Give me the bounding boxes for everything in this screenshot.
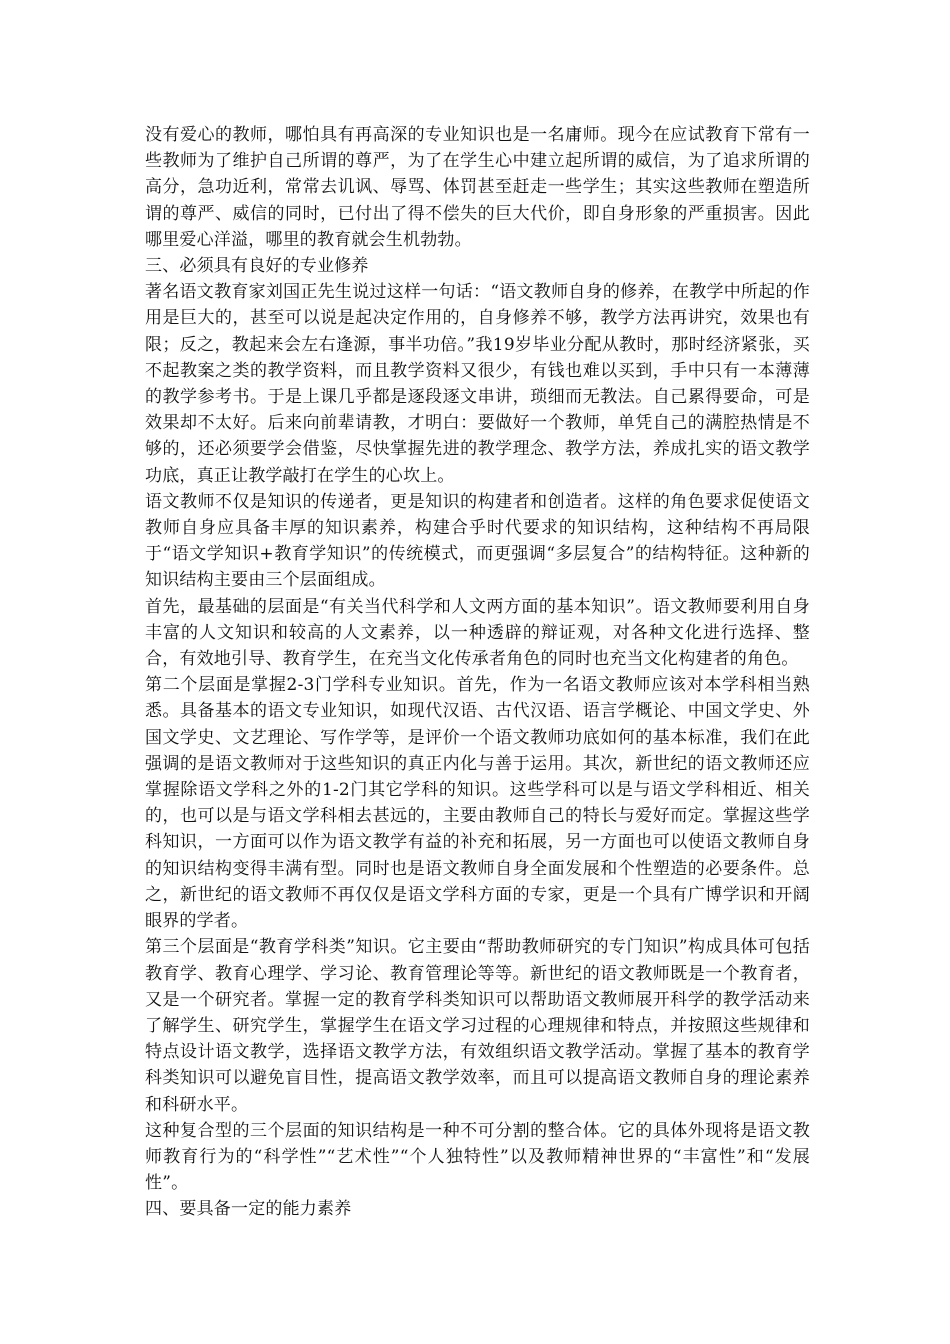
paragraph-liu-guozheng-quote: 著名语文教育家刘国正先生说过这样一句话：“语文教师自身的修养，在教学中所起的作用是巨大的，甚至可以说是起决定作用的，自身修养不够，教学方法再讲究，效果也有限；反之，教起来会左右逢源，事半功倍。”我19岁毕业分配从教时，那时经济紧张，买不起教案之类的教学资料，而且教学资料又很少，有钱也难以买到，手中只有一本薄薄的教学参考书。于是上课几乎都是逐段逐文串讲，琐细而无教法。自己累得要命，可是效果却不太好。后来向前辈请教，才明白：要做好一个教师，单凭自己的满腔热情是不够的，还必须要学会借鉴，尽快掌握先进的教学理念、教学方法，养成扎实的语文教学功底，真正让教学敲打在学生的心坎上。	[145, 282, 810, 486]
document-body	[145, 122, 810, 1223]
section-heading-professional: 三、必须具有良好的专业修养	[145, 256, 369, 277]
paragraph-integrated-structure: 这种复合型的三个层面的知识结构是一种不可分割的整合体。它的具体外现将是语文教师教育行为的“科学性”“艺术性”“个人独特性”以及教师精神世界的“丰富性”和“发展性”。	[145, 1120, 810, 1194]
paragraph-second-level: 第二个层面是掌握2-3门学科专业知识。首先，作为一名语文教师应该对本学科相当熟悉。具备基本的语文专业知识，如现代汉语、古代汉语、语言学概论、中国文学史、外国文学史、文艺理论、写作学等，是评价一个语文教师功底如何的基本标准，我们在此强调的是语文教师对于这些知识的真正内化与善于运用。其次，新世纪的语文教师还应掌握除语文学科之外的1-2门其它学科的知识。这些学科可以是与语文学科相近、相关的，也可以是与语文学科相去甚远的，主要由教师自己的特长与爱好而定。掌握这些学科知识，一方面可以作为语文教学有益的补充和拓展，另一方面也可以使语文教师自身的知识结构变得丰满有型。同时也是语文教师自身全面发展和个性塑造的必要条件。总之，新世纪的语文教师不再仅仅是语文学科方面的专家，更是一个具有广博学识和开阔眼界的学者。	[145, 675, 810, 932]
paragraph-third-level: 第三个层面是“教育学科类”知识。它主要由“帮助教师研究的专门知识”构成具体可包括教育学、教育心理学、学习论、教育管理论等等。新世纪的语文教师既是一个教育者，又是一个研究者。掌握一定的教育学科类知识可以帮助语文教师展开科学的教学活动来了解学生、研究学生，掌握学生在语文学习过程的心理规律和特点，并按照这些规律和特点设计语文教学，选择语文教学方法，有效组织语文教学活动。掌握了基本的教育学科类知识可以避免盲目性，提高语文教学效率，而且可以提高语文教师自身的理论素养和科研水平。	[145, 937, 810, 1115]
paragraph-love-of-teachers: 没有爱心的教师，哪怕具有再高深的专业知识也是一名庸师。现今在应试教育下常有一些教师为了维护自己所谓的尊严，为了在学生心中建立起所谓的威信，为了追求所谓的高分，急功近利，常常去讥讽、辱骂、体罚甚至赶走一些学生；其实这些教师在塑造所谓的尊严、威信的同时，已付出了得不偿失的巨大代价，即自身形象的严重损害。因此哪里爱心洋溢，哪里的教育就会生机勃勃。	[145, 125, 810, 250]
paragraph-knowledge-structure: 语文教师不仅是知识的传递者，更是知识的构建者和创造者。这样的角色要求促使语文教师自身应具备丰厚的知识素养，构建合乎时代要求的知识结构，这种结构不再局限于“语文学知识+教育学知识”的传统模式，而更强调“多层复合”的结构特征。这种新的知识结构主要由三个层面组成。	[145, 491, 810, 591]
section-heading-ability: 四、要具备一定的能力素养	[145, 1199, 352, 1220]
paragraph-first-level: 首先，最基础的层面是“有关当代科学和人文两方面的基本知识”。语文教师要利用自身丰富的人文知识和较高的人文素养，以一种透辟的辩证观，对各种文化进行选择、整合，有效地引导、教育学生，在充当文化传承者角色的同时也充当文化构建者的角色。	[145, 596, 810, 670]
